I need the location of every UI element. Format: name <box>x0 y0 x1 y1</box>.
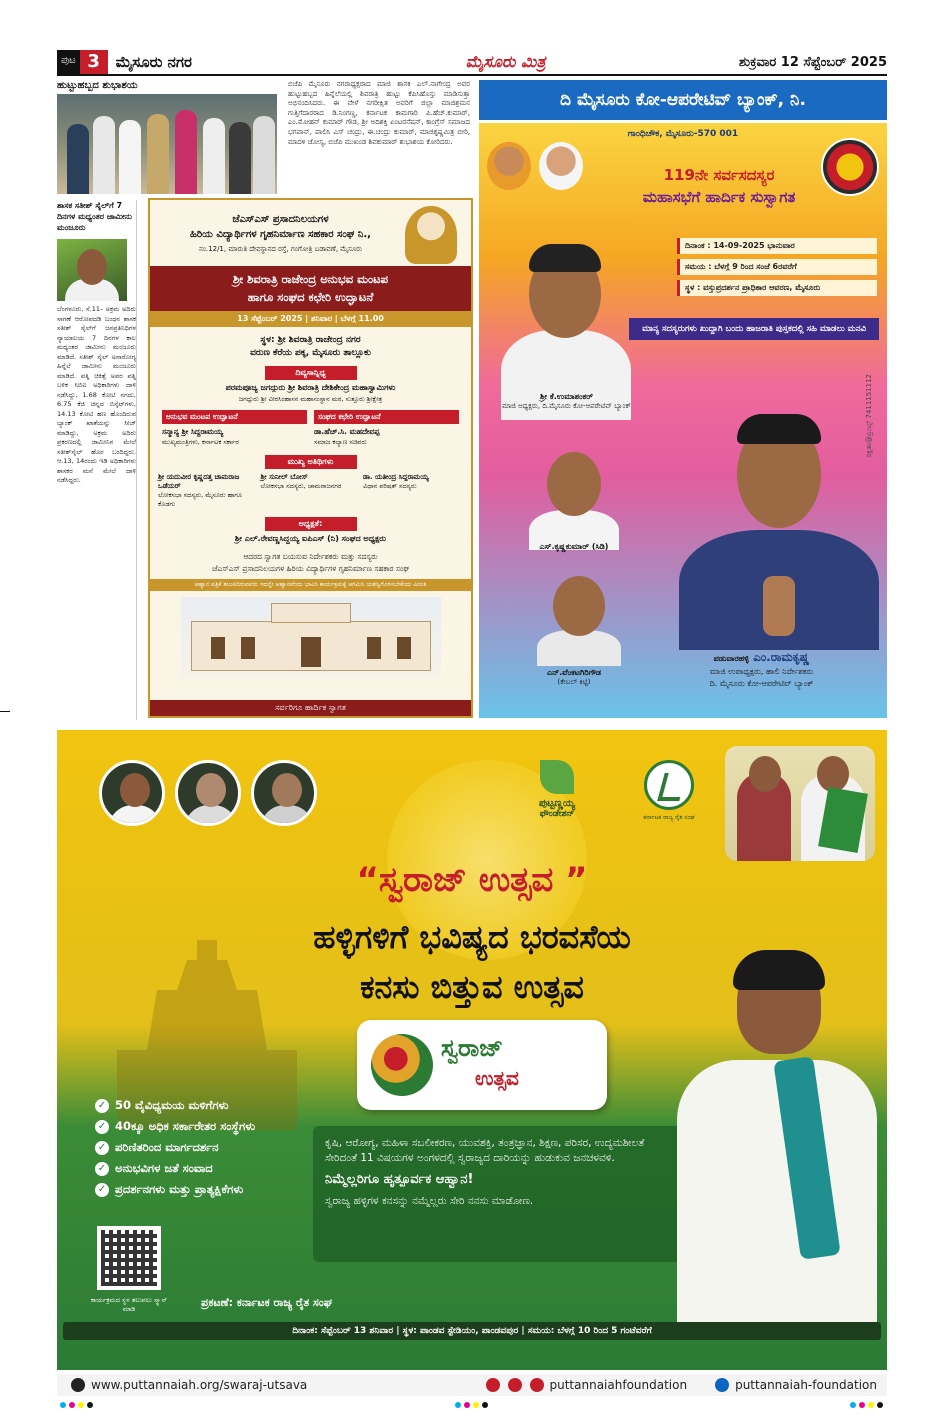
check-icon: ✓ <box>95 1120 109 1134</box>
description-text: ಕೃಷಿ, ಆರೋಗ್ಯ, ಮಹಿಳಾ ಸಬಲೀಕರಣ, ಯುವಶಕ್ತಿ, ತಂತ್ರಜ್ಞಾನ, ಶಿಕ್ಷಣ, ಪರಿಸರ, ಉದ್ಯಮಶೀಲತೆ ಸೇರಿದಂತೆ 11 ವಿಷಯಗಳ ಅಂಗಳದಲ್ಲಿ ಸ್ವರಾಜ್ಯದ ದಾರಿಯನ್ನು ಹುಡುಕುವ ಜನಚಳವಳಿ. <box>325 1137 645 1164</box>
role-umashankar: ಮಾಜಿ ಅಧ್ಯಕ್ಷರು, ದಿ.ಮೈಸೂರು ಕೋ-ಆಪರೇಟಿವ್ ಬ್ಯಾಂಕ್ <box>502 402 631 410</box>
krrs-emblem-icon <box>644 760 694 810</box>
qr-code[interactable] <box>97 1226 161 1290</box>
bank-address: ಗಾಂಧಿಚೌಕ, ಮೈಸೂರು-570 001 <box>627 129 739 139</box>
jss-banner-line2: ಹಾಗೂ ಸಂಘದ ಕಛೇರಿ ಉದ್ಘಾಟನೆ <box>247 290 374 304</box>
linkedin-icon[interactable] <box>715 1378 729 1392</box>
birthday-heading: ಹುಟ್ಟುಹಬ್ಬದ ಶುಭಾಶಯ <box>57 80 138 91</box>
website-link[interactable]: www.puttannaiah.org/swaraj-utsava <box>91 1378 308 1392</box>
paper-name: ಮೈಸೂರು ಮಿತ್ರ <box>465 52 546 71</box>
inaugurator-name: ಸನ್ಮಾನ್ಯ ಶ್ರೀ ಸಿದ್ದರಾಮಯ್ಯ <box>162 427 224 436</box>
caption-ramakrishna <box>644 650 879 689</box>
event-description <box>313 1126 683 1262</box>
feature-item: ✓ 50 ವೈವಿಧ್ಯಮಯ ಮಳಿಗೆಗಳು <box>95 1098 335 1113</box>
building-illustration <box>181 597 441 677</box>
coop-bank-ad <box>479 80 887 718</box>
jss-footer-line1: ಆದರದ ಸ್ವಾಗತ ಬಯಸುವ ನಿರ್ದೇಶಕರು ಮತ್ತು ಸದಸ್ಯರು <box>243 552 378 561</box>
inauguration-label: ಅನುಭವ ಮಂಟಪ ಉದ್ಘಾಟನೆ <box>162 410 307 424</box>
caption-venkatagirigowda <box>479 668 669 687</box>
portrait-icon <box>99 760 165 826</box>
news-column <box>57 200 137 720</box>
social-handle[interactable]: puttannaiahfoundation <box>549 1378 688 1392</box>
leader-portrait-icon <box>487 142 531 190</box>
guest-name: ಶ್ರೀ ಸುನೀಲ್ ಬೋಸ್ <box>260 473 308 481</box>
photo-person <box>253 116 275 194</box>
feature-item: ✓ ಪರಿಣಿತರಿಂದ ಮಾರ್ಗದರ್ಶನ <box>95 1140 335 1155</box>
role-ramakrishna: ಮಾಜಿ ಉಪಾಧ್ಯಕ್ಷರು, ಹಾಲಿ ನಿರ್ದೇಶಕರು <box>709 667 814 676</box>
page-label: ಪುಟ <box>57 50 80 74</box>
linkedin-handle[interactable]: puttannaiah-foundation <box>735 1378 877 1392</box>
publisher-line: ಪ್ರಕಟಣೆ: ಕರ್ನಾಟಕ ರಾಜ್ಯ ರೈತ ಸಂಘ <box>201 1296 332 1309</box>
swaraj-subtitle-2: ಕನಸು ಬಿತ್ತುವ ಉತ್ಸವ <box>360 968 584 1006</box>
jss-org-line2: ಹಿರಿಯ ವಿದ್ಯಾರ್ಥಿಗಳ ಗೃಹನಿರ್ಮಾಣ ಸಹಕಾರ ಸಂಘ ನಿ., <box>190 229 371 240</box>
name-prefix: ಪಡುವಾರಹಳ್ಳಿ <box>713 654 749 663</box>
agm-time: ಸಮಯ : ಬೆಳಗ್ಗೆ 9 ರಿಂದ ಸಂಜೆ 6ರವರೆಗೆ <box>677 259 877 275</box>
foundation-name-2: ಫೌಂಡೇಶನ್ <box>539 809 575 819</box>
agm-welcome: ಮಹಾಸಭೆಗೆ ಹಾರ್ದಿಕ ಸುಸ್ವಾಗತ <box>642 188 796 206</box>
globe-icon <box>71 1378 85 1392</box>
photo-person <box>67 124 89 194</box>
event-details-bar: ದಿನಾಂಕ: ಸೆಪ್ಟೆಂಬರ್ 13 ಶನಿವಾರ | ಸ್ಥಳ: ಪಾಂಡವ ಸ್ಟೇಡಿಯಂ, ಪಾಂಡವಪುರ | ಸಮಯ: ಬೆಳಗ್ಗೆ 10 ರಿಂದ 5 ಗಂಟೆವರೆಗೆ <box>63 1322 881 1340</box>
caption-umashankar <box>479 392 654 411</box>
agm-details <box>677 238 877 301</box>
jss-notice-band: ಆಹ್ವಾನ ಪತ್ರಿಕೆ ತಲುಪದಿರುವವರು ಇದನ್ನೇ ಆಹ್ವಾನವೆಂದು ಭಾವಿಸಿ ಕಾರ್ಯಕ್ರಮಕ್ಕೆ ಆಗಮಿಸಿ ಯಶಸ್ವಿಗೊಳಿಸಬೇಕೆಂದು ವಿನಂತಿ <box>150 579 471 591</box>
presence-name: ಪರಮಪೂಜ್ಯ ಜಗದ್ಗುರು ಶ್ರೀ ಶಿವರಾತ್ರಿ ದೇಶಿಕೇಂದ್ರ ಮಹಾಸ್ವಾಮಿಗಳು <box>225 383 396 392</box>
news-body: ಬೆಂಗಳೂರು, ಸೆ.11– ಅಕ್ರಮ ಅದಿರು ಸಾಗಣೆ ಆರೋಪದಡಿ ಬಂಧನ ಶಾಸಕ ಸತೀಶ್ ಸೈಲ್‌ಗೆ ಜನಪ್ರತಿನಿಧಿಗಳ ನ್ಯಾಯಾಲಯ 7 ದಿನಗಳ ಕಾಲ ಮಧ್ಯಂತರ ಜಾಮೀನು ಮಂಜೂರು ಮಾಡಿದೆ. ಸತೀಶ್ ಸೈಲ್ ಅನಾರೋಗ್ಯ ಹಿನ್ನೆಲೆ ಜಾಮೀನು ಮಂಜೂರು ಮಾಡಿದೆ. ಪತ್ನಿ ಚಿಕಿತ್ಸೆ ಅವರ ಪತ್ನಿ ಬಳಿಕ ಸಿಬಿಐ ಅಧಿಕಾರಿಗಳು ದಾಳಿ ನಡೆಸಿದ್ದು, 1.68 ಕೋಟಿ ನಗದು, 6.75 ಕೆಜಿ ಚಿನ್ನದ ಬಿಸ್ಕೆಟ್‌ಗಳು, 14.13 ಕೋಟಿ ಹಣ ಹೊಂದಿರುವ ಬ್ಯಾಂಕ್ ಖಾತೆಯನ್ನು ಸೀಜ್ ಮಾಡಿದ್ದು, ಅಕ್ರಮ ಅದಿರು ಪ್ರಕರಣದಲ್ಲಿ ಜಾಮೀನಿನ ಮೇಲೆ ಸತೀಶ್‌ಸೈಲ್ ಹೊರ ಬಂದಿದ್ದರು. ಆ.13, 14ರಂದು ಇಡಿ ಅಧಿಕಾರಿಗಳು ಶಾಸಕರ ಮನೆ ಮೇಲೆ ದಾಳಿ ನಡೆಸಿದ್ದರು. <box>57 305 136 484</box>
agm-venue: ಸ್ಥಳ : ವಸ್ತುಪ್ರದರ್ಶನ ಪ್ರಾಧಿಕಾರ ಆವರಣ, ಮೈಸೂರು <box>677 280 877 296</box>
jss-org-line1: ಜೆಎಸ್‌ಎಸ್ ಪ್ರಸಾದನಿಲಯಗಳ <box>232 214 329 225</box>
chair-name: ಶ್ರೀ ಎಲ್.ರೇವಣ್ಣಸಿದ್ದಯ್ಯ ಐಪಿಎಸ್ (ನಿ) ಸಂಘದ ಅಧ್ಯಕ್ಷರು <box>234 534 387 543</box>
swaraj-utsava-ad <box>57 730 887 1370</box>
jss-event-banner <box>150 266 471 311</box>
printer-credit: ರಕ್ಷಿತಾ@ಪ್ರಿಂಟ್ಸ್ 7411151112 <box>865 374 873 458</box>
jss-banner-line1: ಶ್ರೀ ಶಿವರಾತ್ರಿ ರಾಜೇಂದ್ರ ಅನುಭವ ಮಂಟಪ <box>233 272 388 286</box>
inaugurator-role: ಮುಖ್ಯಮಂತ್ರಿಗಳು, ಕರ್ನಾಟಕ ಸರ್ಕಾರ <box>162 438 239 446</box>
registration-marks <box>455 1402 488 1408</box>
nickname-venkatagirigowda: (ಕೇಬಲ್ ಕಿಟ್ಟಿ) <box>557 678 591 686</box>
deity-icon <box>821 138 879 196</box>
check-icon: ✓ <box>95 1099 109 1113</box>
couple-photo <box>725 746 875 861</box>
jss-welcome: ಸರ್ವರಿಗೂ ಹಾರ್ದಿಕ ಸ್ವಾಗತ <box>150 700 471 716</box>
name-ramakrishna: ಎಂ.ರಾಮಕೃಷ್ಣ <box>753 650 810 664</box>
featured-person-photo <box>667 948 887 1328</box>
qr-caption: ಕಾರ್ಯಕ್ರಮದ ಸ್ಥಳ ತಲುಪಲು ಸ್ಕ್ಯಾನ್ ಮಾಡಿ <box>90 1296 168 1313</box>
guest-role: ಲೋಕಸಭಾ ಸದಸ್ಯರು, ಚಾಮರಾಜನಗರ <box>260 482 342 490</box>
swamiji-portrait <box>405 206 457 264</box>
name-umashankar: ಶ್ರೀ ಕೆ.ಉಮಾಶಂಕರ್ <box>540 392 593 401</box>
agm-number: 119ನೇ ಸರ್ವಸದಸ್ಯರ <box>663 166 775 184</box>
office-inaugurator-role: ಸಮಾಜ ಕಲ್ಯಾಣ ಸಚಿವರು <box>314 438 367 446</box>
name-venkatagirigowda: ಎನ್.ವೆಂಕಟಗಿರಿಗೌಡ <box>546 668 602 677</box>
jss-address: ನಂ.12/1, ಮಾರುತಿ ದೇವಸ್ಥಾನದ ರಸ್ತೆ, ಗಂಗೋತ್ರಿ ಬಡಾವಣೆ, ಮೈಸೂರು <box>198 245 363 253</box>
feature-item: ✓ 40ಕ್ಕೂ ಅಧಿಕ ಸರ್ಕಾರೇತರ ಸಂಸ್ಥೆಗಳು <box>95 1119 335 1134</box>
birthday-text: ಬಿಜೆಪಿ ಮೈಸೂರು ನಗರಾಧ್ಯಕ್ಷರಾದ ಮಾಜಿ ಶಾಸಕ ಎಲ್.ನಾಗೇಂದ್ರ ಅವರ ಹುಟ್ಟುಹಬ್ಬದ ಹಿನ್ನೆಲೆಯಲ್ಲಿ ಶಿವರಾತ್ರಿ ಹುಟ್ಟು ಕೆಪಿಸಿಹೊಸ್ತು ಮಾಡಿಸುತ್ತಾ ಅಭಿನಂದಿಸಿದರು. ಈ ವೇಳೆ ನಗರೀಕ್ಷಿತ ಅವರಿಗೆ ಜಿಲ್ಲಾ ಮಾಜಿಶ್ರಮನ ಗುತ್ತಿಗೆದಾರರಾದ ಡಿ.ನಿಂಗಣ್ಣ, ಕರ್ನಾಟಕ ಕಾಮಗಾರಿ ಪಿ.ಹೆಚ್.ಕುಮಾರ್, ಎಂ.ಮೋಹನ್ ಕುಮಾರ್ ಗೌಡ, ಶ್ರೀ ಅದಿಶಕ್ತಿ ಏಂಟರನೆಷನ್, ಕಾಂಗ್ರೆಸ್ ಸಮಾಜದ ಭಗವಾನ್, ಪಾಲಿಸಿ ಎಸ್ ಚಂದ್ರು, ಈ.ಚಂದ್ರು ಕುಮಾರ್, ಮಾಜಿಕೃಷ್ಣಮಿತ್ರ ಬೀರಿ, ಮಾದಳಿ ಜೋಸ್ಯ, ಬಿಜೆಪಿ ಮುಖಂಡ ಶಿವಕುಮಾರ್ ಶುಭಾಶಯ ಕೋರಿದರು. <box>288 80 470 146</box>
portrait-ramakrishna <box>679 380 879 650</box>
social-footer <box>57 1374 887 1396</box>
caption-krishnakumar <box>479 542 669 552</box>
swaraj-title: “ಸ್ವರಾಜ್ ಉತ್ಸವ ” <box>356 860 588 900</box>
jss-venue-line2: ವರುಣ ಕೆರೆಯ ಪಕ್ಕ, ಮೈಸೂರು ತಾಲ್ಲೂಕು <box>250 348 371 358</box>
office-inaugurator-name: ಡಾ.ಹೆಚ್.ಸಿ. ಮಹದೇವಪ್ಪ <box>314 427 380 436</box>
logo-word-1: ಸ್ವರಾಜ್ <box>441 1034 504 1062</box>
jss-footer-line2: ಜೆಎಸ್‌ಎಸ್ ಪ್ರಸಾದನಿಲಯಗಳ ಹಿರಿಯ ವಿದ್ಯಾರ್ಥಿಗಳ ಗೃಹನಿರ್ಮಾಣ ಸಹಕಾರ ಸಂಘ <box>212 564 409 573</box>
name-krishnakumar: ಎಸ್.ಕೃಷ್ಣಕುಮಾರ್ (ಸಿಡಿ) <box>539 542 609 551</box>
bank-name-ramakrishna: ದಿ. ಮೈಸೂರು ಕೋ-ಆಪರೇಟಿವ್ ಬ್ಯಾಂಕ್ <box>709 679 814 688</box>
masthead <box>57 50 887 76</box>
news-photo <box>57 239 127 301</box>
invitation-text: ನಿಮ್ಮೆಲ್ಲರಿಗೂ ಹೃತ್ಪೂರ್ವಕ ಆಹ್ವಾನ! <box>325 1172 474 1187</box>
instagram-icon[interactable] <box>530 1378 544 1392</box>
bank-title: ದಿ ಮೈಸೂರು ಕೋ-ಆಪರೇಟಿವ್ ಬ್ಯಾಂಕ್, ನಿ. <box>479 80 887 123</box>
presence-label: ದಿವ್ಯಸಾನ್ನಿಧ್ಯ <box>265 366 357 380</box>
facebook-icon[interactable] <box>486 1378 500 1392</box>
photo-person <box>203 118 225 194</box>
krrs-logo <box>629 760 709 822</box>
guest-name: ಡಾ. ಯತೀಂದ್ರ ಸಿದ್ದರಾಮಯ್ಯ <box>363 473 429 481</box>
check-icon: ✓ <box>95 1162 109 1176</box>
guests-label: ಮುಖ್ಯ ಅತಿಥಿಗಳು <box>265 455 357 469</box>
birthday-photo <box>57 94 277 194</box>
portrait-icon <box>175 760 241 826</box>
portrait-venkatagirigowda <box>529 566 629 666</box>
registration-marks <box>850 1402 883 1408</box>
news-headline: ಶಾಸಕ ಸತೀಶ್ ಸೈಲ್‌ಗೆ 7 ದಿನಗಳ ಮಧ್ಯಂತರ ಜಾಮೀನು ಮಂಜೂರು <box>57 201 132 232</box>
attendance-appeal: ಮಾನ್ಯ ಸದಸ್ಯರುಗಳು ಖುದ್ದಾಗಿ ಬಂದು ಹಾಜರಾತಿ ಪುಸ್ತಕದಲ್ಲಿ ಸಹಿ ಮಾಡಲು ಮನವಿ <box>629 318 879 340</box>
section-name: ಮೈಸೂರು ನಗರ <box>115 53 192 71</box>
swaraj-utsava-logo <box>357 1020 607 1110</box>
office-inauguration-label: ಸಂಘದ ಕಛೇರಿ ಉದ್ಘಾಟನೆ <box>314 410 459 424</box>
jss-event-date: 13 ಸೆಪ್ಟೆಂಬರ್ 2025 | ಶನಿವಾರ | ಬೆಳಗ್ಗೆ 11.00 <box>150 311 471 327</box>
registration-marks <box>60 1402 93 1408</box>
foundation-name-1: ಪುಟ್ಟಣ್ಣಯ್ಯ <box>539 798 575 809</box>
jss-venue-line1: ಸ್ಥಳ: ಶ್ರೀ ಶಿವರಾತ್ರಿ ರಾಜೇಂದ್ರ ನಗರ <box>260 335 361 345</box>
swaraj-subtitle-1: ಹಳ್ಳಿಗಳಿಗೆ ಭವಿಷ್ಯದ ಭರವಸೆಯ <box>313 918 631 956</box>
krrs-name: ಕರ್ನಾಟಕ ರಾಜ್ಯ ರೈತ ಸಂಘ <box>643 814 695 821</box>
chair-label: ಅಧ್ಯಕ್ಷತೆ: <box>265 517 357 531</box>
photo-person <box>119 120 141 194</box>
check-icon: ✓ <box>95 1183 109 1197</box>
foundation-logo <box>517 760 597 819</box>
agm-date: ದಿನಾಂಕ : 14-09-2025 ಭಾನುವಾರ <box>677 238 877 254</box>
photo-person <box>147 114 169 194</box>
feature-item: ✓ ಅನುಭವಿಗಳ ಜತೆ ಸಂವಾದ <box>95 1161 335 1176</box>
motto-text: ಸ್ವರಾಜ್ಯ ಹಳ್ಳಿಗಳ ಕನಸನ್ನು ನಮ್ಮೆಲ್ಲರು ಸೇರಿ ನನಸು ಮಾಡೋಣ. <box>325 1195 534 1207</box>
portrait-icon <box>251 760 317 826</box>
guest-role: ಲೋಕಸಭಾ ಸದಸ್ಯರು, ಮೈಸೂರು ಹಾಗೂ ಕೊಡಗು <box>158 491 243 508</box>
page-number: 3 <box>80 50 108 74</box>
logo-word-2: ಉತ್ಸವ <box>475 1066 519 1090</box>
check-icon: ✓ <box>95 1141 109 1155</box>
feature-item: ✓ ಪ್ರದರ್ಶನಗಳು ಮತ್ತು ಪ್ರಾತ್ಯಕ್ಷಿಕೆಗಳು <box>95 1182 335 1197</box>
youtube-icon[interactable] <box>508 1378 522 1392</box>
harvest-icon <box>371 1034 433 1096</box>
crop-mark <box>0 711 10 712</box>
page-tag <box>57 50 108 74</box>
guest-name: ಶ್ರೀ ಯದುವೀರ ಕೃಷ್ಣದತ್ತ ಚಾಮರಾಜ ಒಡೆಯರ್ <box>158 473 240 490</box>
leader-portrait-icon <box>539 142 583 190</box>
photo-person <box>175 110 197 194</box>
issue-date: ಶುಕ್ರವಾರ 12 ಸೆಪ್ಟೆಂಬರ್ 2025 <box>738 54 887 70</box>
jss-invitation-ad <box>148 198 473 718</box>
photo-person <box>229 122 251 194</box>
leaf-icon <box>540 760 574 794</box>
portrait-umashankar <box>491 220 641 420</box>
portrait-krishnakumar <box>519 440 629 550</box>
guest-role: ವಿಧಾನ ಪರಿಷತ್ ಸದಸ್ಯರು <box>363 482 417 490</box>
photo-person <box>93 116 115 194</box>
feature-list <box>95 1098 335 1203</box>
presence-sub: ಜಗದ್ಗುರು ಶ್ರೀ ವೀರಸಿಂಹಾಸನ ಮಹಾಸಂಸ್ಥಾನ ಮಠ, ಸುತ್ತೂರು ಶ್ರೀಕ್ಷೇತ್ರ <box>238 395 383 403</box>
